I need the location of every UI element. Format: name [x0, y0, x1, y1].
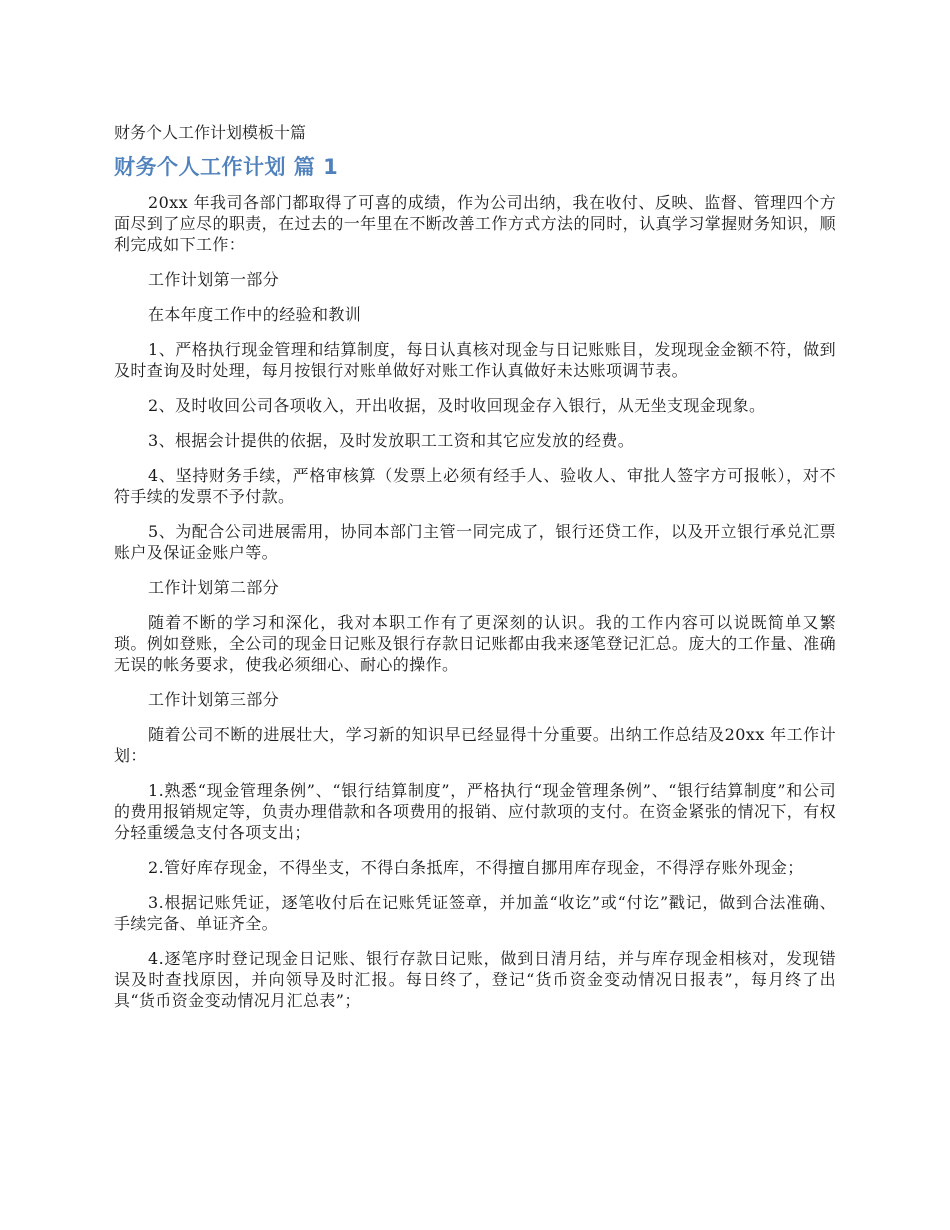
- paragraph-intro: 20xx 年我司各部门都取得了可喜的成绩，作为公司出纳，我在收付、反映、监督、管理四个方面尽到了应尽的职责，在过去的一年里在不断改善工作方式方法的同时，认真学习掌握财务知识，顺利完成如下工作：: [114, 193, 836, 254]
- paragraph-plan-4: 4.逐笔序时登记现金日记账、银行存款日记账，做到日清月结，并与库存现金相核对，发现错误及时查找原因，并向领导及时汇报。每日终了，登记“货币资金变动情况日报表”，每月终了出具“货币资金变动情况月汇总表”；: [114, 949, 836, 1010]
- paragraph-item-4: 4、坚持财务手续，严格审核算（发票上必须有经手人、验收人、审批人签字方可报帐），对不符手续的发票不予付款。: [114, 466, 836, 506]
- paragraph-part-two-heading: 工作计划第二部分: [148, 578, 280, 597]
- paragraph-experience-heading: 在本年度工作中的经验和教训: [148, 305, 362, 324]
- paragraph-plan-1: 1.熟悉“现金管理条例”、“银行结算制度”，严格执行“现金管理条例”、“银行结算制度”和公司的费用报销规定等，负责办理借款和各项费用的报销、应付款项的支付。在资金紧张的情况下，有权分轻重缓急支付各项支出；: [114, 781, 836, 842]
- paragraph-item-5: 5、为配合公司进展需用，协同本部门主管一同完成了，银行还贷工作，以及开立银行承兑汇票账户及保证金账户等。: [114, 522, 836, 562]
- section-heading: 财务个人工作计划 篇 1: [114, 155, 339, 179]
- paragraph-part-two-body: 随着不断的学习和深化，我对本职工作有了更深刻的认识。我的工作内容可以说既简单又繁琐。例如登账，全公司的现金日记账及银行存款日记账都由我来逐笔登记汇总。庞大的工作量、准确无误的帐务要求，使我必须细心、耐心的操作。: [114, 613, 836, 674]
- paragraph-item-2: 2、及时收回公司各项收入，开出收据，及时收回现金存入银行，从无坐支现金现象。: [148, 396, 766, 415]
- paragraph-part-three-heading: 工作计划第三部分: [148, 690, 280, 709]
- paragraph-item-3: 3、根据会计提供的依据，及时发放职工工资和其它应发放的经费。: [148, 431, 635, 450]
- document-body: [114, 122, 836, 1025]
- document-title: 财务个人工作计划模板十篇: [114, 123, 307, 142]
- paragraph-item-1: 1、严格执行现金管理和结算制度，每日认真核对现金与日记账账目，发现现金金额不符，做到及时查询及时处理，每月按银行对账单做好对账工作认真做好未达账项调节表。: [114, 340, 836, 380]
- paragraph-plan-2: 2.管好库存现金，不得坐支，不得白条抵库，不得擅自挪用库存现金，不得浮存账外现金；: [148, 858, 804, 877]
- paragraph-part-one-heading: 工作计划第一部分: [148, 270, 280, 289]
- paragraph-part-three-body: 随着公司不断的进展壮大，学习新的知识早已经显得十分重要。出纳工作总结及20xx 年工作计划：: [114, 725, 836, 765]
- paragraph-plan-3: 3.根据记账凭证，逐笔收付后在记账凭证签章，并加盖“收讫”或“付讫”戳记，做到合法准确、手续完备、单证齐全。: [114, 893, 836, 933]
